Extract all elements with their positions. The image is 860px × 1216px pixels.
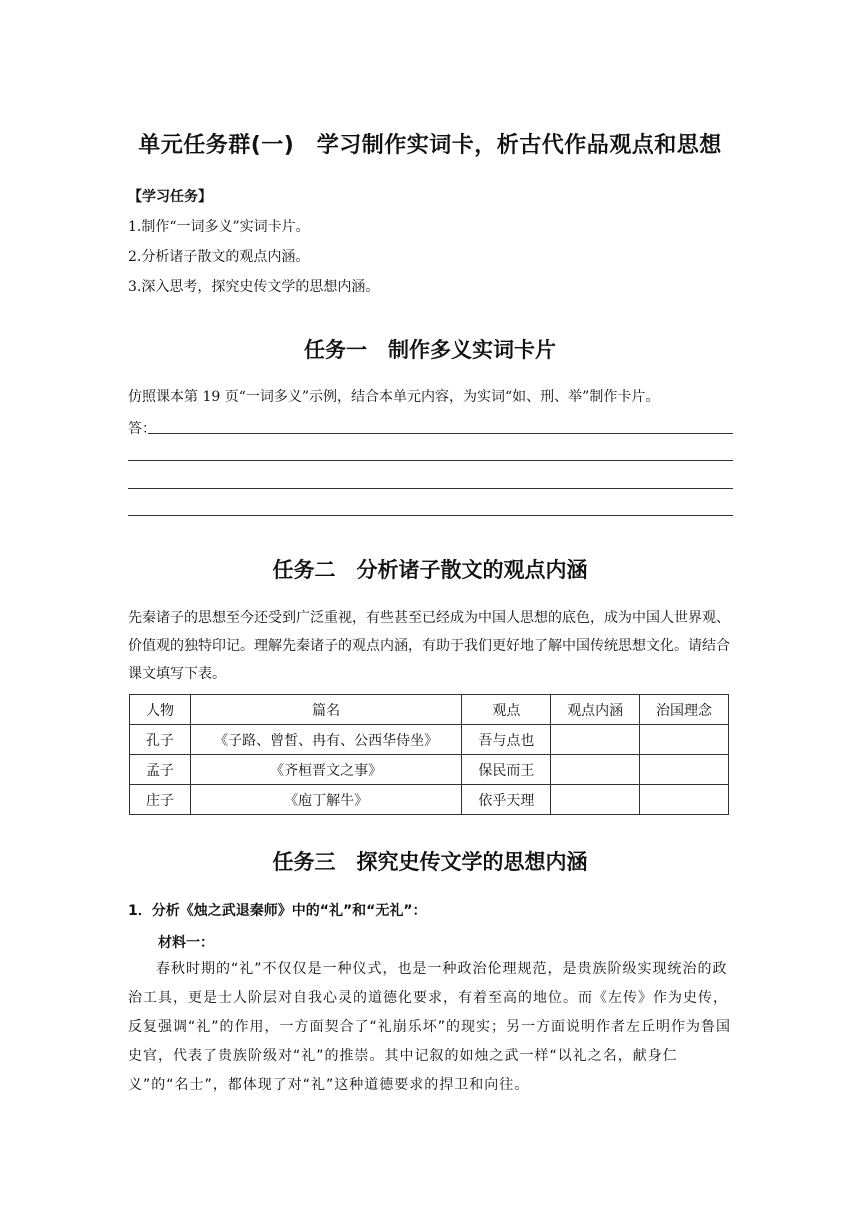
table-header-row: [130, 695, 729, 725]
task1-heading: 任务一 制作多义实词卡片: [304, 338, 556, 362]
learning-tasks-label: 【学习任务】: [128, 189, 212, 205]
person-cell: 庄子: [130, 785, 191, 815]
material-label: 材料一：: [158, 935, 214, 951]
table-header-cell: 篇名: [190, 695, 462, 725]
connotation-input-cell[interactable]: [551, 785, 640, 815]
viewpoint-cell: 保民而王: [462, 755, 551, 785]
title-cell: 《齐桓晋文之事》: [190, 755, 462, 785]
person-cell: 孔子: [130, 725, 191, 755]
governance-input-cell[interactable]: [640, 785, 729, 815]
answer-line[interactable]: [128, 460, 733, 461]
material-text: 春秋时期的“礼”不仅仅是一种仪式，也是一种政治伦理规范，是贵族阶级实现统治的政治工具，更是士人阶层对自我心灵的道德化要求，有着至高的地位。而《左传》作为史传，反复强调“礼”的作用，一方面契合了“礼崩乐坏”的现实；另一方面说明作者左丘明作为鲁国史官，代表了贵族阶级对“礼”的推崇。其中记叙的如烛之武一样“以礼之名，献身仁义”的“名士”，都体现了对“礼”这种道德要求的捍卫和向往。: [128, 961, 732, 1093]
viewpoint-cell: 吾与点也: [462, 725, 551, 755]
task3-question: 1．分析《烛之武退秦师》中的“礼”和“无礼”：: [128, 903, 427, 919]
learning-task-item-3: 3.深入思考，探究史传文学的思想内涵。: [128, 279, 380, 295]
governance-input-cell[interactable]: [640, 755, 729, 785]
learning-task-item-1: 1.制作“一词多义”实词卡片。: [128, 219, 310, 235]
viewpoint-cell: 依乎天理: [462, 785, 551, 815]
philosophers-table: [129, 694, 729, 815]
task2-paragraph: 先秦诸子的思想至今还受到广泛重视，有些甚至已经成为中国人思想的底色，成为中国人世界观、价值观的独特印记。理解先秦诸子的观点内涵，有助于我们更好地了解中国传统思想文化。请结合课文填写下表。: [128, 610, 730, 682]
governance-input-cell[interactable]: [640, 725, 729, 755]
task2-heading: 任务二 分析诸子散文的观点内涵: [272, 558, 588, 582]
table-header-cell: 人物: [130, 695, 191, 725]
table-row: [130, 725, 729, 755]
learning-task-item-2: 2.分析诸子散文的观点内涵。: [128, 249, 310, 265]
page-title: 单元任务群(一) 学习制作实词卡，析古代作品观点和思想: [138, 133, 722, 158]
task3-heading: 任务三 探究史传文学的思想内涵: [272, 850, 588, 874]
answer-line[interactable]: [128, 488, 733, 489]
table-header-cell: 治国理念: [640, 695, 729, 725]
table-row: [130, 755, 729, 785]
answer-line[interactable]: [148, 433, 733, 434]
table-header-cell: 观点内涵: [551, 695, 640, 725]
answer-label: 答：: [128, 421, 156, 437]
title-cell: 《庖丁解牛》: [190, 785, 462, 815]
table-row: [130, 785, 729, 815]
connotation-input-cell[interactable]: [551, 755, 640, 785]
title-cell: 《子路、曾皙、冉有、公西华侍坐》: [190, 725, 462, 755]
answer-line[interactable]: [128, 515, 733, 516]
person-cell: 孟子: [130, 755, 191, 785]
table-header-cell: 观点: [462, 695, 551, 725]
task1-prompt: 仿照课本第 19 页“一词多义”示例，结合本单元内容，为实词“如、刑、举”制作卡片。: [128, 389, 660, 405]
connotation-input-cell[interactable]: [551, 725, 640, 755]
